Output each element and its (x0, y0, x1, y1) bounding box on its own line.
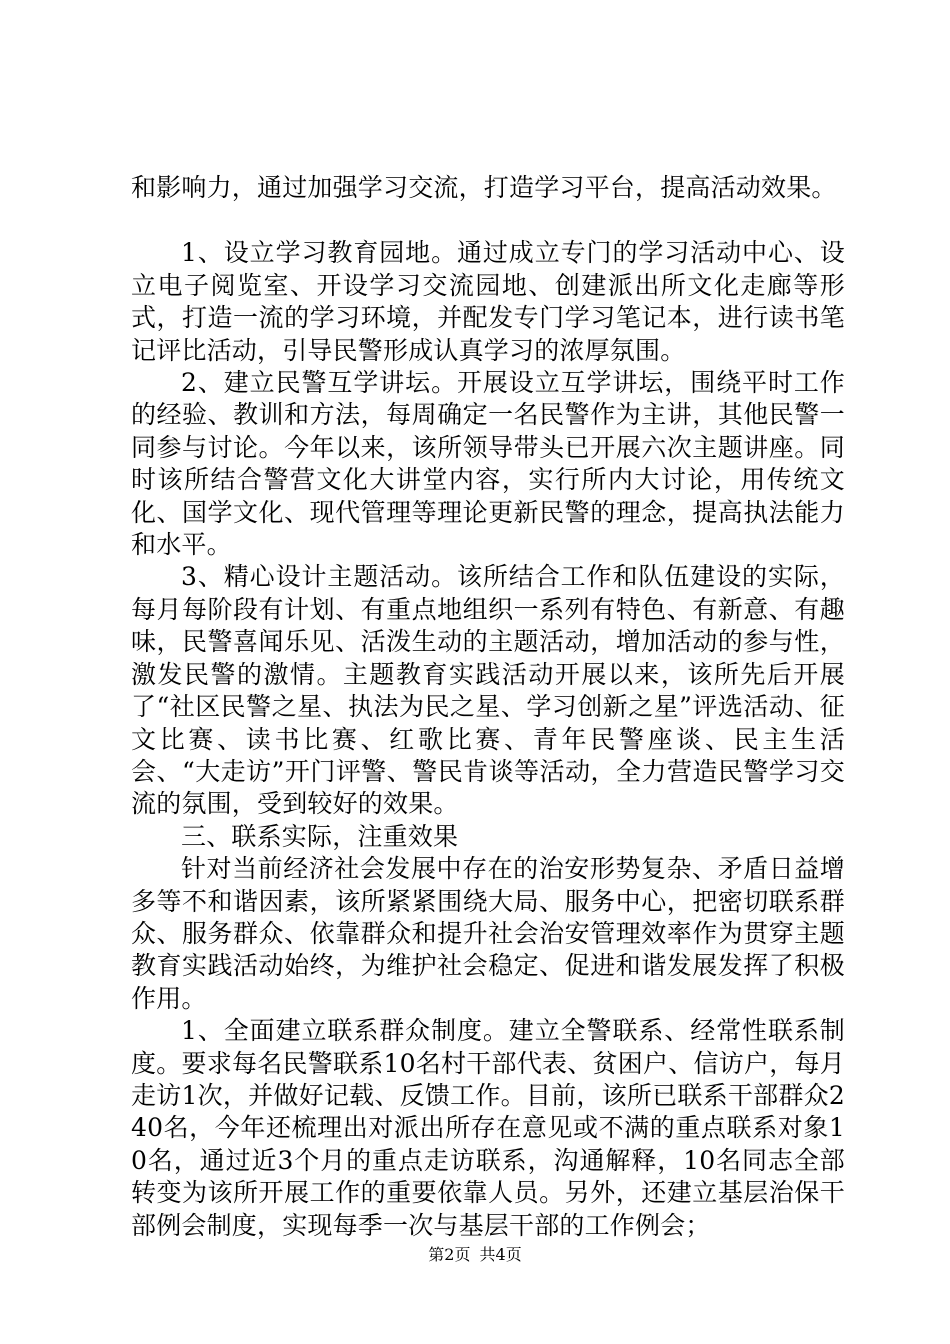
paragraph-continuation: 和影响力，通过加强学习交流，打造学习平台，提高活动效果。 (131, 173, 837, 202)
document-body (131, 172, 845, 1242)
section-heading-practice: 三、联系实际，注重效果 (181, 821, 459, 851)
paragraph-spacer (131, 204, 845, 237)
paragraph-learning-garden: 1、设立学习教育园地。通过成立专门的学习活动中心、设立电子阅览室、开设学习交流园地、创建派出所文化走廊等形式，打造一流的学习环境，并配发专门学习笔记本，进行读书笔记评比活动，引导民警形成认真学习的浓厚氛围。 (131, 238, 845, 365)
paragraph-social-harmony: 针对当前经济社会发展中存在的治安形势复杂、矛盾日益增多等不和谐因素，该所紧紧围绕大局、服务中心，把密切联系群众、服务群众、依靠群众和提升社会治安管理效率作为贯穿主题教育实践活动始终，为维护社会稳定、促进和谐发展发挥了积极作用。 (131, 854, 845, 1013)
page-footer: 第2页 共4页 (428, 1245, 522, 1264)
paragraph-theme-activities: 3、精心设计主题活动。该所结合工作和队伍建设的实际，每月每阶段有计划、有重点地组织一系列有特色、有新意、有趣味，民警喜闻乐见、活泼生动的主题活动，增加活动的参与性，激发民警的激情。主题教育实践活动开展以来，该所先后开展了“社区民警之星、执法为民之星、学习创新之星”评选活动、征文比赛、读书比赛、红歌比赛、青年民警座谈、民主生活会、“大走访”开门评警、警民肯谈等活动，全力营造民警学习交流的氛围，受到较好的效果。 (131, 562, 845, 819)
paragraph-contact-system: 1、全面建立联系群众制度。建立全警联系、经常性联系制度。要求每名民警联系10名村干部代表、贫困户、信访户，每月走访1次，并做好记载、反馈工作。目前，该所已联系干部群众240名，今年还梳理出对派出所存在意见或不满的重点联系对象10名，通过近3个月的重点走访联系，沟通解释，10名同志全部转变为该所开展工作的重要依靠人员。另外，还建立基层治保干部例会制度，实现每季一次与基层干部的工作例会； (131, 1016, 845, 1240)
paragraph-mutual-learning-forum: 2、建立民警互学讲坛。开展设立互学讲坛，围绕平时工作的经验、教训和方法，每周确定一名民警作为主讲，其他民警一同参与讨论。今年以来，该所领导带头已开展六次主题讲座。同时该所结合警营文化大讲堂内容，实行所内大讨论，用传统文化、国学文化、现代管理等理论更新民警的理念，提高执法能力和水平。 (131, 368, 845, 560)
